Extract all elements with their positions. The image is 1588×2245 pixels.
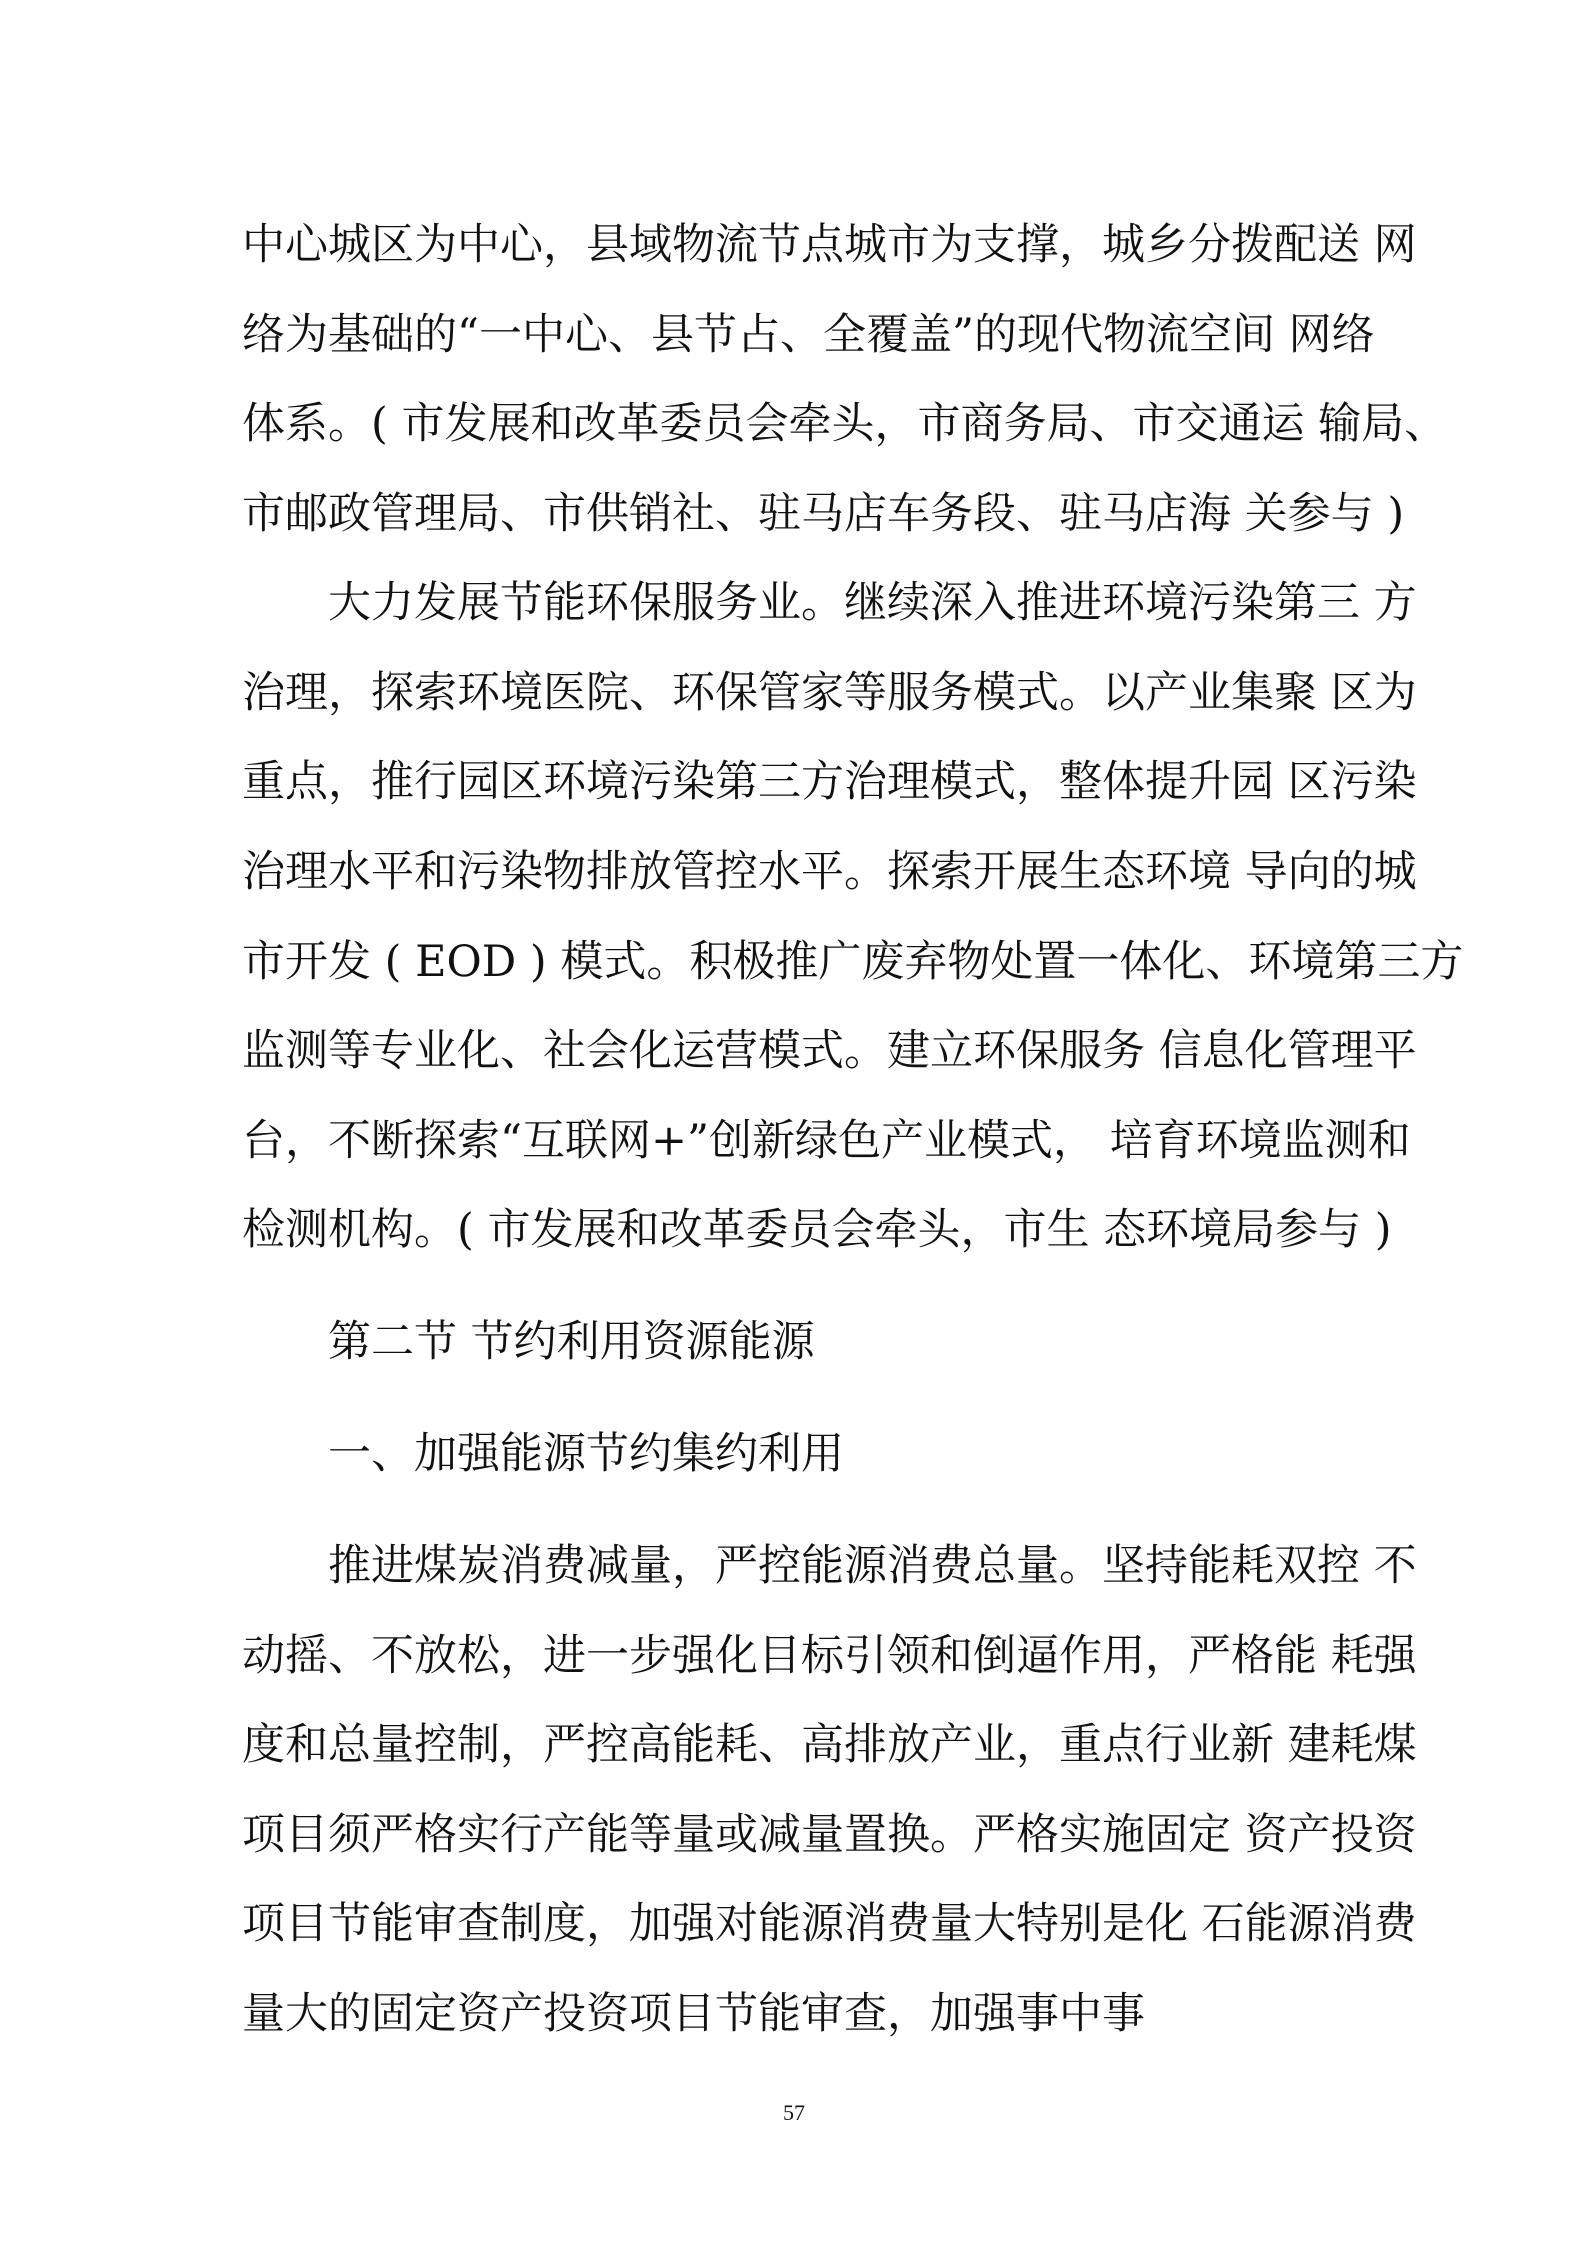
section-heading: 第二节 节约利用资源能源 [328,1317,815,1367]
text-line: 重点，推行园区环境污染第三方治理模式，整体提升园 区污染 [242,757,1417,807]
text-line: 检测机构。( 市发展和改革委员会牵头，市生 态环境局参与 ) [242,1205,1392,1255]
text-line: 治理，探索环境医院、环保管家等服务模式。以产业集聚 区为 [242,668,1417,718]
text-line: 项目须严格实行产能等量或减量置换。严格实施固定 资产投资 [242,1810,1417,1860]
text-line: 治理水平和污染物排放管控水平。探索开展生态环境 导向的城 [242,847,1417,897]
text-line: 动摇、不放松，进一步强化目标引领和倒逼作用，严格能 耗强 [242,1631,1417,1681]
paragraph-first-line: 推进煤炭消费减量，严控能源消费总量。坚持能耗双控 不 [328,1541,1417,1591]
text-line: 项目节能审查制度，加强对能源消费量大特别是化 石能源消费 [242,1899,1417,1949]
text-line: 度和总量控制，严控高能耗、高排放产业，重点行业新 建耗煤 [242,1720,1417,1770]
text-line: 量大的固定资产投资项目节能审查，加强事中事 [242,1989,1145,2039]
paragraph-first-line: 大力发展节能环保服务业。继续深入推进环境污染第三 方 [328,578,1417,628]
page-number: 57 [783,2100,805,2125]
subsection-heading: 一、加强能源节约集约利用 [328,1429,844,1479]
text-line: 市邮政管理局、市供销社、驻马店车务段、驻马店海 关参与 ) [242,489,1405,539]
text-line: 中心城区为中心，县域物流节点城市为支撑，城乡分拨配送 网 [242,220,1417,270]
text-line: 监测等专业化、社会化运营模式。建立环保服务 信息化管理平 [242,1026,1417,1076]
text-line: 市开发 ( EOD ) 模式。积极推广废弃物处置一体化、环境第三方 [242,937,1464,987]
text-line: 络为基础的“一中心、县节占、全覆盖”的现代物流空间 网络 [242,310,1375,360]
text-line: 台，不断探索“互联网+”创新绿色产业模式， 培育环境监测和 [242,1116,1411,1166]
text-line: 体系。( 市发展和改革委员会牵头，市商务局、市交通运 输局、 [242,399,1448,449]
